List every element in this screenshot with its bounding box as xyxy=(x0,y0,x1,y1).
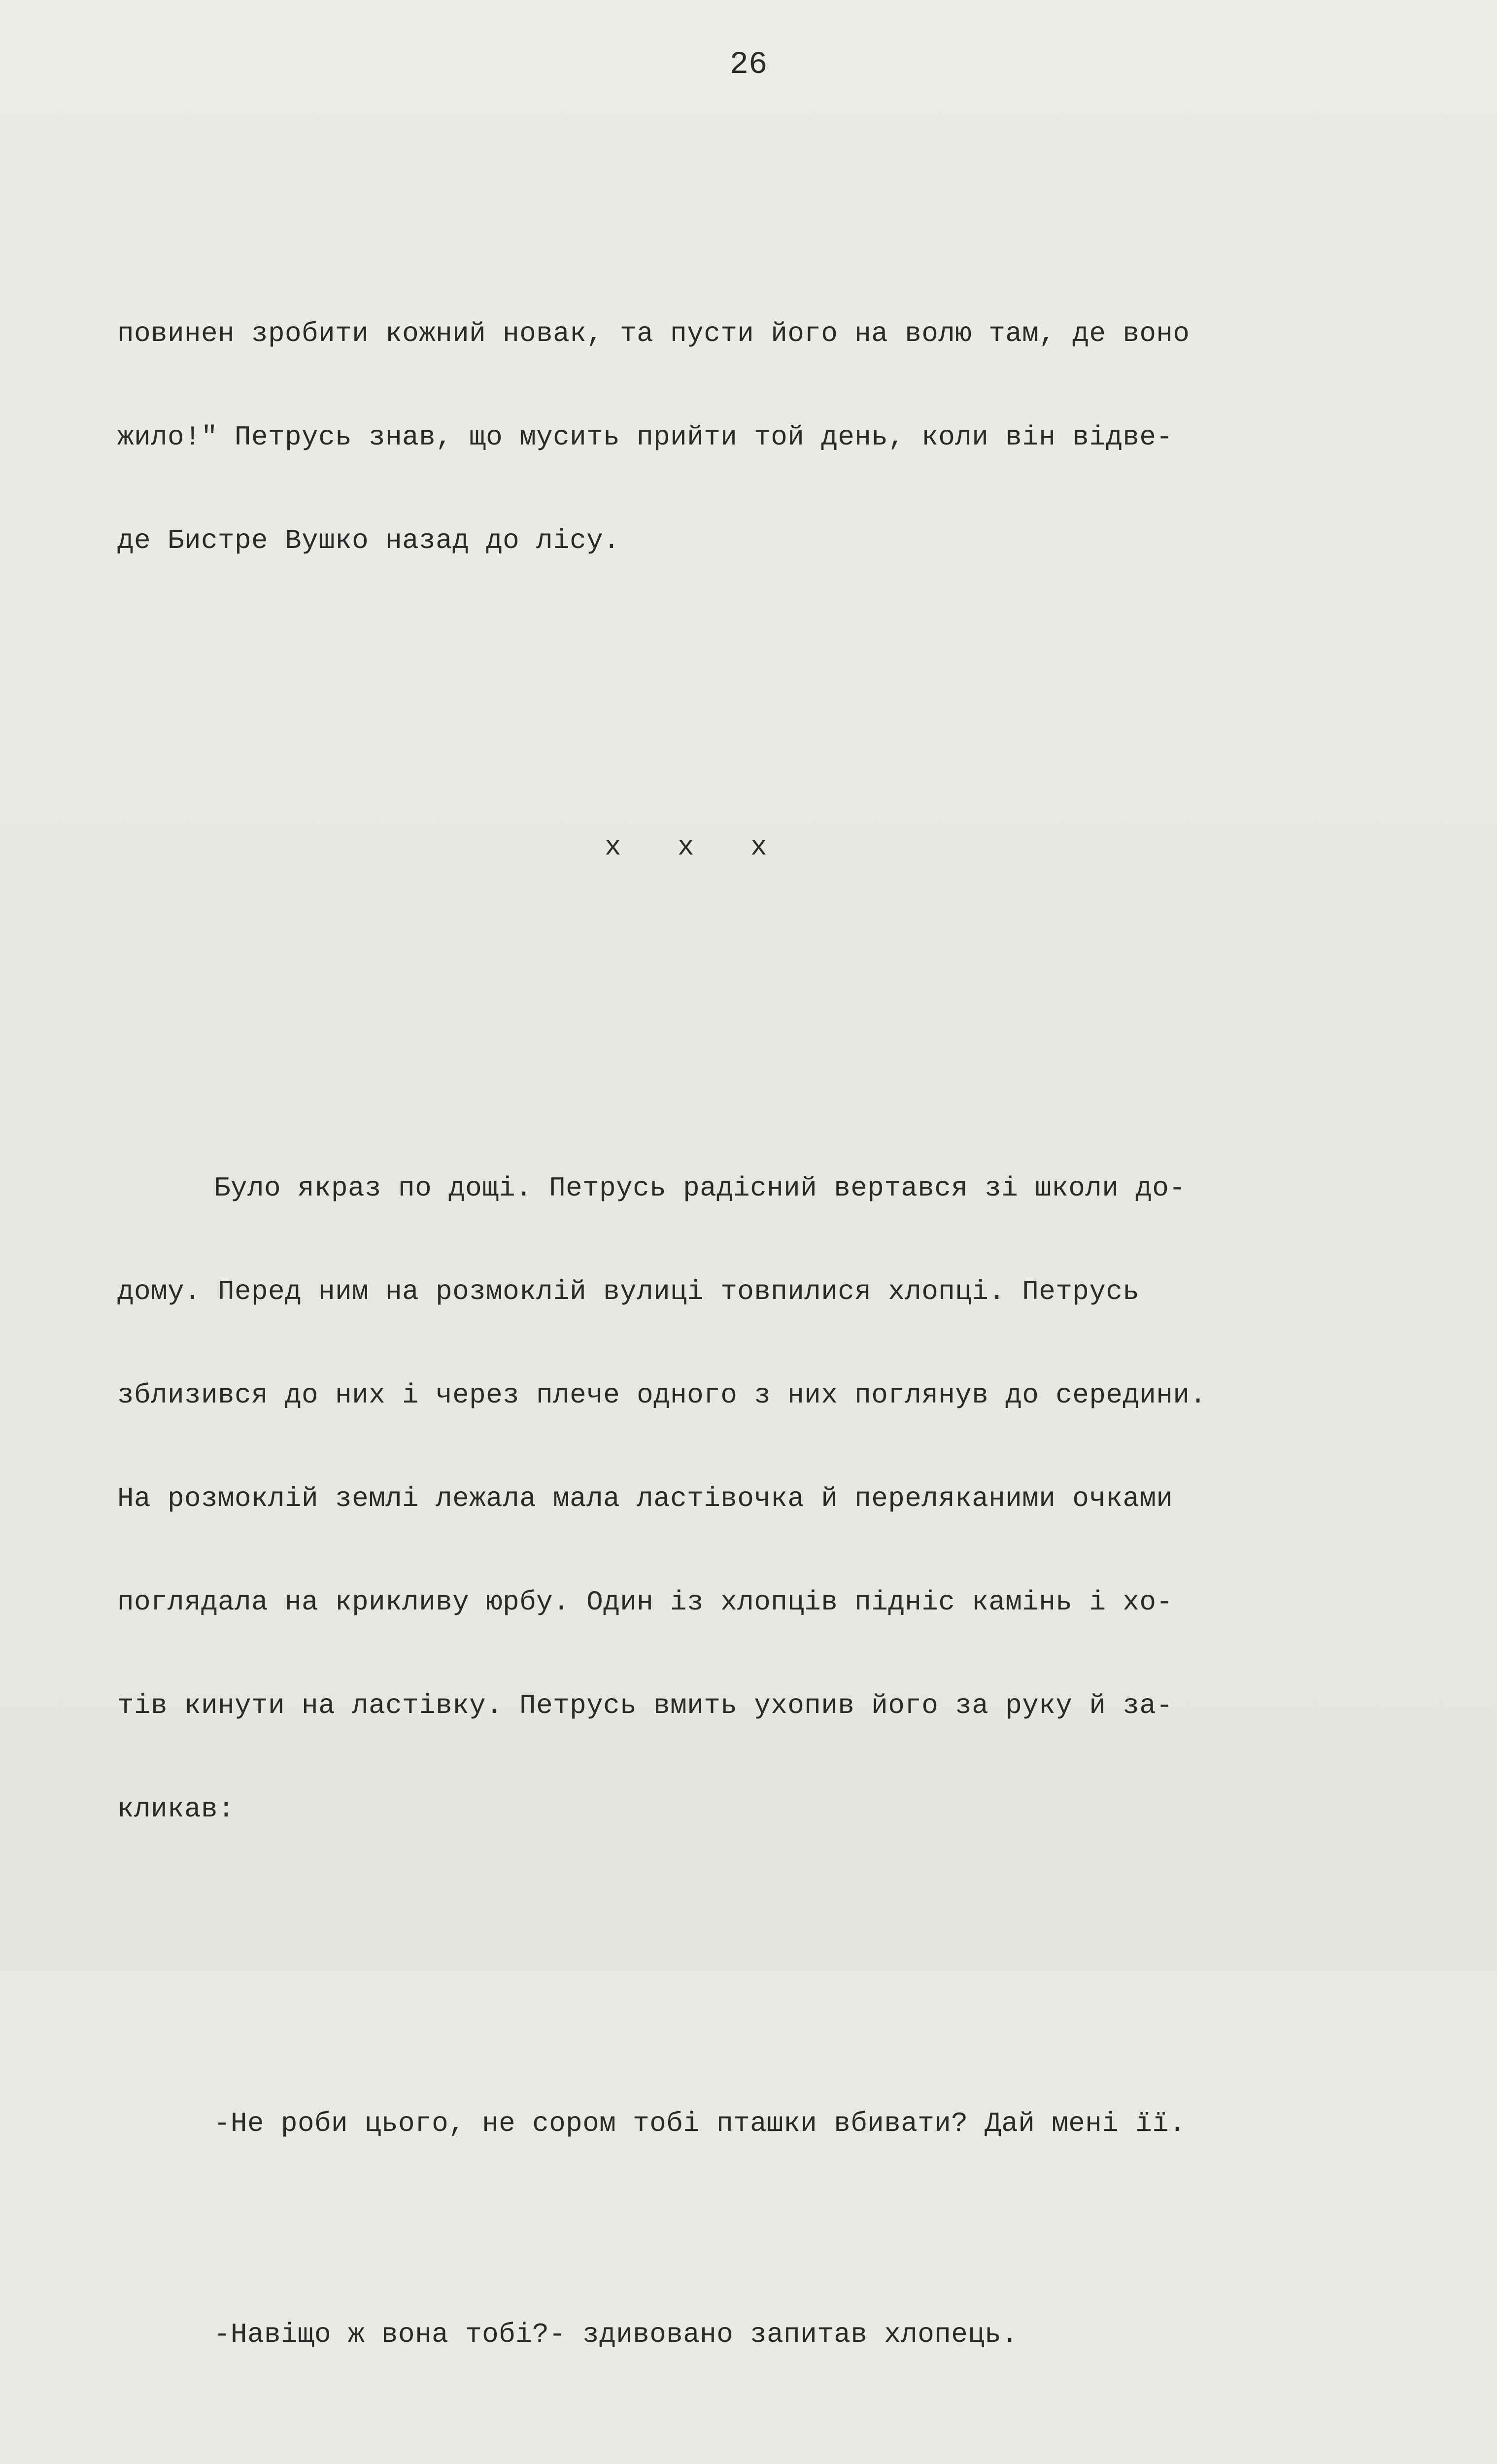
text-line: На розмоклій землі лежала мала ластівочка й переляканими очками xyxy=(117,1483,1173,1514)
text-line: де Бистре Вушко назад до лісу. xyxy=(117,525,620,556)
text-line: поглядала на крикливу юрбу. Один із хлопців підніс камінь і хо- xyxy=(117,1586,1173,1618)
dialogue-line: -Не роби цього, не сором тобі пташки вбивати? Дай мені її. xyxy=(214,2108,1186,2139)
text-line: повинен зробити кожний новак, та пусти його на волю там, де воно xyxy=(117,318,1190,349)
text-line: жило!" Петрусь знав, що мусить прийти той день, коли він відве- xyxy=(117,421,1173,453)
text-line: тів кинути на ластівку. Петрусь вмить ухопив його за руку й за- xyxy=(117,1690,1173,1721)
dialogue-line: -Навіщо ж вона тобі?- здивовано запитав хлопець. xyxy=(214,2319,1019,2350)
page-body xyxy=(117,144,1408,2464)
section-separator: x x x xyxy=(605,831,768,863)
paragraph-2 xyxy=(117,1102,1408,1895)
text-line: зблизився до них і через плече одного з них поглянув до середини. xyxy=(117,1379,1207,1411)
paragraph-1 xyxy=(117,247,1408,627)
page-number: 26 xyxy=(729,47,768,83)
text-line: Було якраз по дощі. Петрусь радісний вертався зі школи до- xyxy=(214,1172,1186,1204)
text-line: дому. Перед ним на розмоклій вулиці товпилися хлопці. Петрусь xyxy=(117,1276,1140,1307)
text-line: кликав: xyxy=(117,1793,235,1825)
